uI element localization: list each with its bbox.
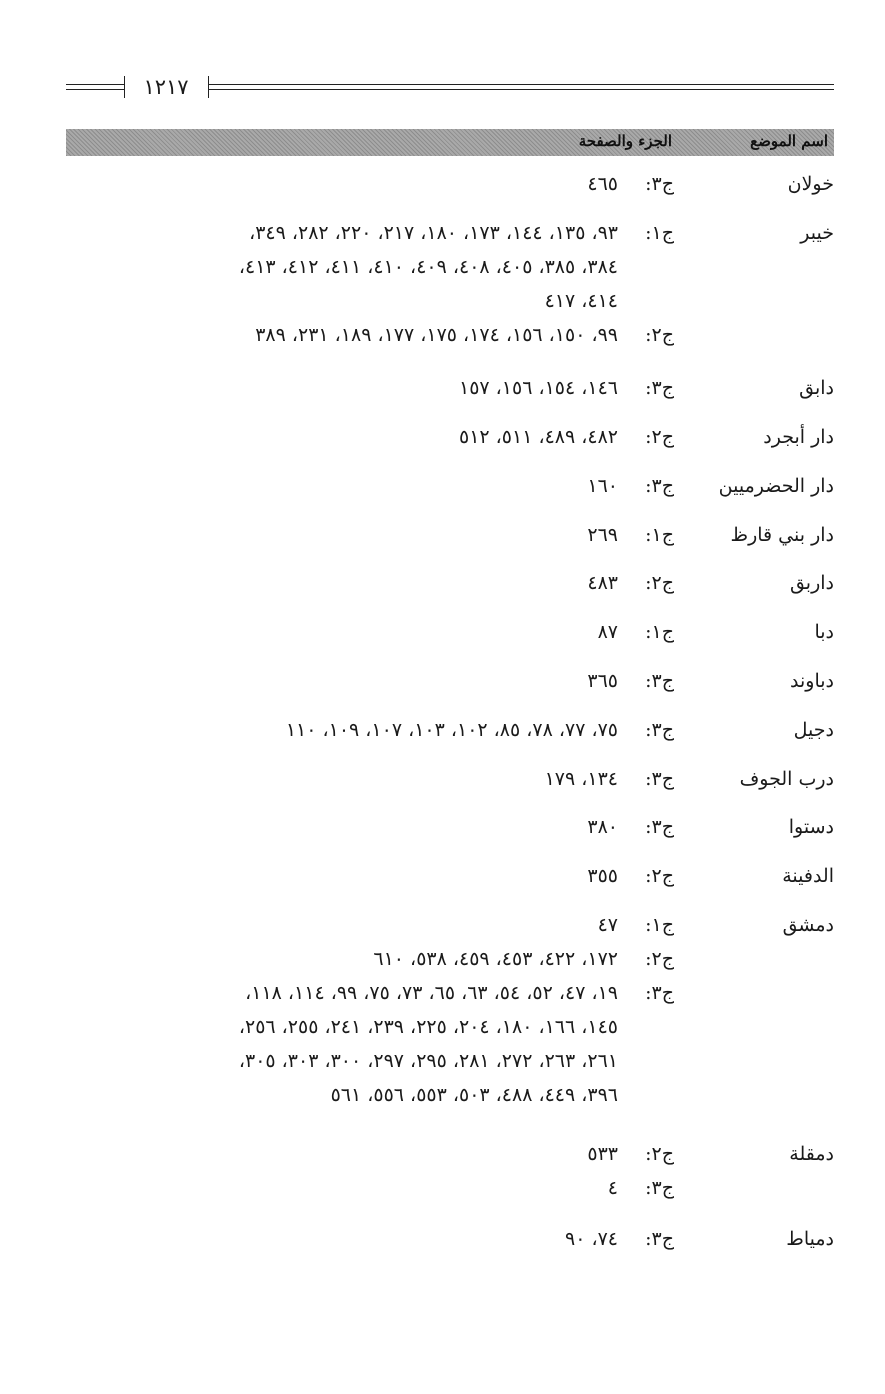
entry-place-name: دار أبجرد <box>763 426 834 448</box>
reference-line <box>114 1010 674 1044</box>
page-numbers: ٣٥٥ <box>587 865 618 887</box>
reference-line <box>114 859 674 893</box>
page-numbers: ١٤٦، ١٥٤، ١٥٦، ١٥٧ <box>458 377 618 399</box>
reference-line <box>114 1078 674 1112</box>
page-numbers: ٣٦٥ <box>587 670 618 692</box>
volume-label: ج٣: <box>645 768 674 790</box>
reference-line <box>114 566 674 600</box>
entry-place-name: دمشق <box>782 914 834 936</box>
page-numbers: ١٦٠ <box>587 475 618 497</box>
entry-place-name: دابق <box>799 377 834 399</box>
entry-references <box>114 1137 674 1205</box>
page-numbers: ٥٣٣ <box>587 1143 618 1165</box>
reference-line <box>114 713 674 747</box>
volume-label: ج٢: <box>645 426 674 448</box>
volume-label: ج٣: <box>645 377 674 399</box>
page-numbers: ٣٨٤، ٣٨٥، ٤٠٥، ٤٠٨، ٤٠٩، ٤١٠، ٤١١، ٤١٢، ٤١٣، <box>238 256 618 278</box>
entry-references <box>114 664 674 698</box>
entry-place-name: خيبر <box>800 222 834 244</box>
volume-label: ج١: <box>645 524 674 546</box>
page-numbers: ٣٨٠ <box>587 816 618 838</box>
volume-label: ج١: <box>645 222 674 244</box>
reference-line <box>114 1044 674 1078</box>
page-numbers: ١٣٤، ١٧٩ <box>544 768 618 790</box>
reference-line <box>114 762 674 796</box>
reference-line <box>114 1171 674 1205</box>
volume-label: ج٢: <box>645 865 674 887</box>
entry-references <box>114 469 674 503</box>
volume-label: ج٣: <box>645 982 674 1004</box>
page-numbers: ٤٨٣ <box>587 572 618 594</box>
page-numbers: ٢٦١، ٢٦٣، ٢٧٢، ٢٨١، ٢٩٥، ٢٩٧، ٣٠٠، ٣٠٣، ٣٠٥، <box>238 1050 618 1072</box>
volume-label: ج٢: <box>645 324 674 346</box>
page-numbers: ٣٩٦، ٤٤٩، ٤٨٨، ٥٠٣، ٥٥٣، ٥٥٦، ٥٦١ <box>330 1084 618 1106</box>
column-heading-pages: الجزء والصفحة <box>578 132 672 150</box>
entry-references <box>114 167 674 201</box>
reference-line <box>114 216 674 250</box>
reference-line <box>114 664 674 698</box>
page-number: ١٢١٧ <box>143 75 189 99</box>
entry-references <box>114 762 674 796</box>
entry-place-name: دار الحضرميين <box>718 475 834 497</box>
entry-references <box>114 371 674 405</box>
page-numbers: ٤٦٥ <box>587 173 618 195</box>
volume-label: ج٣: <box>645 816 674 838</box>
column-heading-place: اسم الموضع <box>750 132 828 150</box>
page-numbers: ٩٣، ١٣٥، ١٤٤، ١٧٣، ١٨٠، ٢١٧، ٢٢٠، ٢٨٢، ٣٤٩، <box>249 222 618 244</box>
reference-line <box>114 318 674 352</box>
page-numbers: ١٩، ٤٧، ٥٢، ٥٤، ٦٣، ٦٥، ٧٣، ٧٥، ٩٩، ١١٤، ١١٨، <box>245 982 618 1004</box>
entry-place-name: درب الجوف <box>739 768 834 790</box>
header-rule-right <box>208 84 834 90</box>
entry-place-name: الدفينة <box>782 865 834 887</box>
volume-label: ج٣: <box>645 1228 674 1250</box>
entry-place-name: دجيل <box>793 719 834 741</box>
page-numbers: ١٧٢، ٤٢٢، ٤٥٣، ٤٥٩، ٥٣٨، ٦١٠ <box>373 948 618 970</box>
entry-references <box>114 518 674 552</box>
reference-line <box>114 469 674 503</box>
entry-place-name: دستوا <box>788 816 834 838</box>
entry-references <box>114 615 674 649</box>
entry-references <box>114 420 674 454</box>
volume-label: ج٣: <box>645 1177 674 1199</box>
entry-references <box>114 566 674 600</box>
page-numbers: ٤ <box>607 1177 618 1199</box>
entry-references <box>114 713 674 747</box>
page-numbers: ١٤٥، ١٦٦، ١٨٠، ٢٠٤، ٢٢٥، ٢٣٩، ٢٤١، ٢٥٥، ٢٥٦، <box>238 1016 618 1038</box>
reference-line <box>114 518 674 552</box>
entry-place-name: دار بني قارظ <box>730 524 834 546</box>
page-numbers: ٤١٤، ٤١٧ <box>544 290 618 312</box>
reference-line <box>114 371 674 405</box>
reference-line <box>114 1137 674 1171</box>
volume-label: ج٢: <box>645 948 674 970</box>
entry-place-name: دمقلة <box>789 1143 834 1165</box>
page-numbers: ٤٧ <box>597 914 618 936</box>
volume-label: ج١: <box>645 914 674 936</box>
page-numbers: ٩٩، ١٥٠، ١٥٦، ١٧٤، ١٧٥، ١٧٧، ١٨٩، ٢٣١، ٣٨٩ <box>255 324 618 346</box>
page-numbers: ٤٨٢، ٤٨٩، ٥١١، ٥١٢ <box>458 426 618 448</box>
entry-references <box>114 859 674 893</box>
reference-line <box>114 908 674 942</box>
entry-place-name: داربق <box>789 572 834 594</box>
volume-label: ج٣: <box>645 475 674 497</box>
reference-line <box>114 810 674 844</box>
volume-label: ج٢: <box>645 1143 674 1165</box>
entry-place-name: دمياط <box>786 1228 834 1250</box>
page-numbers: ٧٤، ٩٠ <box>564 1228 618 1250</box>
volume-label: ج٣: <box>645 173 674 195</box>
reference-line <box>114 167 674 201</box>
column-heading-bar <box>66 129 834 156</box>
reference-line <box>114 284 674 318</box>
page-numbers: ٧٥، ٧٧، ٧٨، ٨٥، ١٠٢، ١٠٣، ١٠٧، ١٠٩، ١١٠ <box>285 719 618 741</box>
reference-line <box>114 615 674 649</box>
reference-line <box>114 976 674 1010</box>
reference-line <box>114 420 674 454</box>
entry-references <box>114 216 674 352</box>
reference-line <box>114 942 674 976</box>
volume-label: ج٢: <box>645 572 674 594</box>
reference-line <box>114 250 674 284</box>
volume-label: ج١: <box>645 621 674 643</box>
volume-label: ج٣: <box>645 670 674 692</box>
entry-references <box>114 908 674 1112</box>
entry-references <box>114 810 674 844</box>
reference-line <box>114 1222 674 1256</box>
running-header <box>66 72 834 102</box>
page-numbers: ٢٦٩ <box>587 524 618 546</box>
header-rule-left <box>66 84 124 90</box>
entry-references <box>114 1222 674 1256</box>
volume-label: ج٣: <box>645 719 674 741</box>
entry-place-name: دبا <box>814 621 834 643</box>
entry-place-name: خولان <box>787 173 834 195</box>
entry-place-name: دباوند <box>790 670 834 692</box>
page-numbers: ٨٧ <box>597 621 618 643</box>
